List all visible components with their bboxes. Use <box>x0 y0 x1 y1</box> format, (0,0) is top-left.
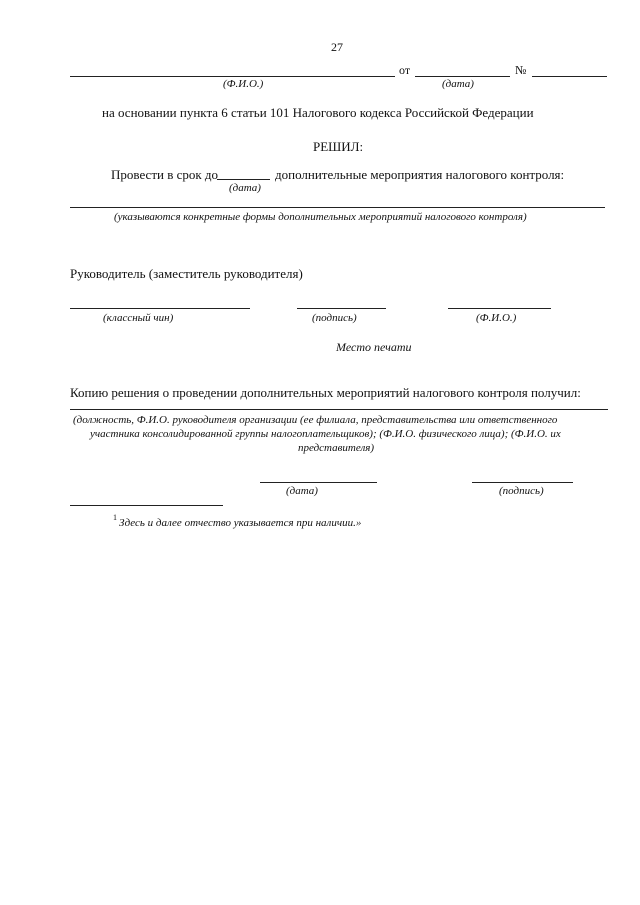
receipt-date-line[interactable] <box>260 482 377 483</box>
copy-received-text: Копию решения о проведении дополнительных мероприятий налогового контроля получил: <box>70 385 581 400</box>
head-fio-line[interactable] <box>448 308 551 309</box>
forms-caption: (указываются конкретные формы дополнительных мероприятий налогового контроля) <box>114 211 527 223</box>
ot-label: от <box>399 63 411 77</box>
date-line[interactable] <box>415 76 510 77</box>
signature-line[interactable] <box>297 308 386 309</box>
receipt-signature-caption: (подпись) <box>499 485 544 497</box>
number-line[interactable] <box>532 76 607 77</box>
head-label: Руководитель (заместитель руководителя) <box>70 266 303 281</box>
date-caption: (дата) <box>442 78 474 90</box>
number-label: № <box>515 63 527 77</box>
receipt-date-caption: (дата) <box>286 485 318 497</box>
deadline-date-line[interactable] <box>217 179 270 180</box>
recipient-caption-line3: представителя) <box>298 442 375 454</box>
signature-caption: (подпись) <box>312 312 357 324</box>
recipient-caption-line2: участника консолидированной группы налогоплательщиков); (Ф.И.О. физического лица); (Ф.И.О. их <box>90 428 561 440</box>
head-fio-caption: (Ф.И.О.) <box>476 312 517 324</box>
rank-caption: (классный чин) <box>103 312 174 324</box>
page-number: 27 <box>331 40 343 54</box>
footnote-text: Здесь и далее отчество указывается при наличии.» <box>119 517 362 529</box>
conduct-text-before: Провести в срок до <box>111 167 219 182</box>
forms-line[interactable] <box>70 207 605 208</box>
footnote-mark: 1 <box>113 513 117 522</box>
footnote-separator <box>70 505 223 506</box>
recipient-line[interactable] <box>70 409 608 410</box>
deadline-date-caption: (дата) <box>229 182 261 194</box>
basis-text: на основании пункта 6 статьи 101 Налогового кодекса Российской Федерации <box>102 105 534 120</box>
fio-line[interactable] <box>70 76 395 77</box>
conduct-text-after: дополнительные мероприятия налогового контроля: <box>275 167 565 182</box>
decided-heading: РЕШИЛ: <box>313 139 364 154</box>
fio-caption: (Ф.И.О.) <box>223 78 264 90</box>
rank-line[interactable] <box>70 308 250 309</box>
seal-place: Место печати <box>336 340 412 354</box>
recipient-caption-line1: (должность, Ф.И.О. руководителя организации (ее филиала, представительства или ответственного <box>73 414 558 426</box>
receipt-signature-line[interactable] <box>472 482 573 483</box>
